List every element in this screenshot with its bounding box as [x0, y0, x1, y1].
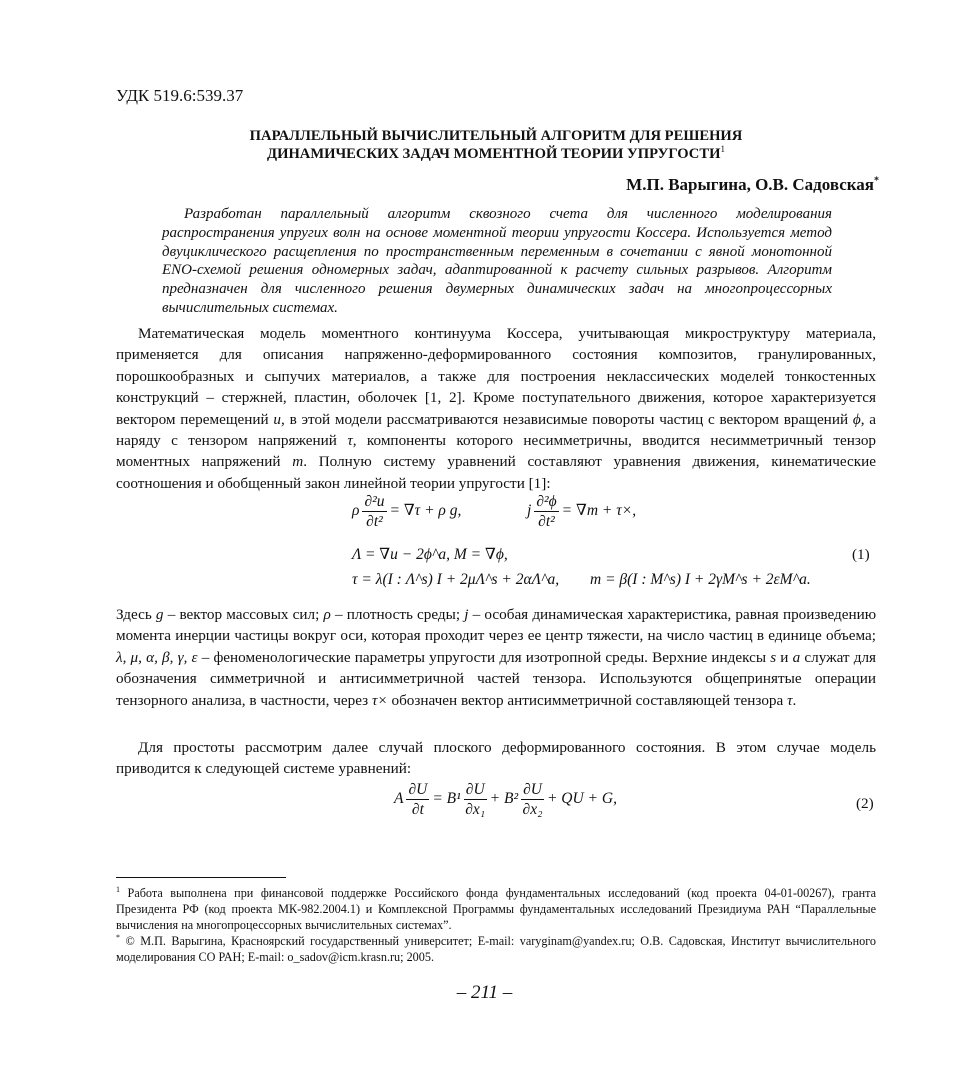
title-line-2: ДИНАМИЧЕСКИХ ЗАДАЧ МОМЕНТНОЙ ТЕОРИИ УПРУГОСТИ: [267, 146, 721, 162]
p2-text-5: – феноменологические параметры упругости для изотропной среды. Верхние индексы: [201, 648, 767, 666]
footnote-1-text: Работа выполнена при финансовой поддержке Российского фонда фундаментальных исследований (код проекта 04-01-00267), гранта Президента РФ (код проекта МК-982.2004.1) и Комплексной Программы фундаментальных исследований Президиума РАН “Параллельные вычисления на многопроцессорных вычислительных системах”.: [116, 886, 877, 932]
footnote-2: [116, 933, 876, 965]
equation-1-line-3a: τ = λ(I : Λ^s) I + 2μΛ^s + 2αΛ^a,: [352, 571, 560, 588]
p2-text-1: Здесь: [116, 606, 152, 623]
p1-text-2: , в этой модели рассматриваются независимые повороты частиц с вектором вращений: [281, 410, 849, 428]
eq2-frac-x2-num: ∂U: [523, 781, 542, 798]
eq2-frac-x1-num: ∂U: [465, 781, 485, 798]
p1-symbol-u: u: [273, 410, 282, 428]
eq2-B2: + B²: [489, 790, 519, 808]
footnote-1-mark: 1: [116, 884, 120, 894]
footnote-divider: [116, 877, 286, 878]
p1-text-1: Математическая модель моментного континуума Коссера, учитывающая микроструктуру материала, применяется для описания напряженно-деформированного состояния композитов, гранулированных, порошкообразных и сыпучих материалов, а также для построения неклассических моделей тонкостенных конструкций – стержней, пластин, оболочек [1, 2]. Кроме поступательного движения, которое характеризуется вектором перемещений: [116, 325, 876, 428]
eq1-frac-phi-num: ∂²ϕ: [536, 493, 557, 510]
p1-symbol-phi: ϕ: [852, 410, 861, 428]
eq2-A: A: [394, 790, 404, 808]
page-number: – 211 –: [456, 982, 513, 1003]
p1-symbol-m: m: [292, 453, 304, 471]
p2-symbol-s: s: [770, 648, 777, 666]
paragraph-notation: [116, 604, 876, 711]
equation-2: [394, 780, 617, 819]
p1-text-3: , а наряду с тензором напряжений: [116, 410, 876, 450]
eq2-frac-x1: [464, 780, 487, 819]
eq1-rhs-2: = ∇m + τ×,: [561, 502, 637, 520]
eq2-frac-t: [406, 780, 429, 819]
p1-text-5: . Полную систему уравнений составляют уравнения движения, кинематические соотношения и обобщенный закон линейной теории упругости [1]:: [116, 453, 877, 492]
eq1-frac-phi: [534, 492, 558, 531]
equation-1-line-1b: [527, 492, 636, 531]
equation-1-line-1: [352, 492, 461, 531]
equation-1-number: (1): [852, 546, 870, 563]
eq1-frac-u-num: ∂²u: [364, 493, 385, 510]
eq2-frac-t-den: ∂t: [411, 801, 424, 818]
equation-1-line-3b: m = β(I : M^s) I + 2γM^s + 2εM^a.: [590, 571, 811, 588]
p2-symbol-a: a: [792, 648, 801, 666]
udc-code: УДК 519.6:539.37: [116, 86, 244, 105]
p2-text-2: – вектор массовых сил;: [167, 606, 320, 623]
p2-symbol-tau-cross: τ×: [371, 691, 388, 709]
p2-symbol-params: λ, μ, α, β, γ, ε: [116, 648, 198, 666]
eq1-rho: ρ: [352, 502, 360, 520]
eq2-frac-t-num: ∂U: [408, 781, 428, 798]
eq2-frac-x1-den: ∂x₁: [465, 801, 486, 818]
p2-symbol-j: j: [464, 606, 469, 623]
p2-text-3: – плотность среды;: [334, 606, 461, 623]
p2-symbol-rho: ρ: [323, 606, 331, 623]
paragraph-intro: [116, 323, 876, 494]
paper-title: [116, 127, 876, 163]
eq2-B1: = B¹: [432, 790, 461, 808]
p2-text-7: служат для обозначения симметричной и антисимметричной частей тензора. Используются общепринятые операции тензорного анализа, в частности, через: [116, 648, 877, 709]
p2-text-9: .: [792, 691, 797, 709]
equation-2-number: (2): [856, 795, 874, 812]
p2-text-6: и: [780, 648, 789, 666]
title-footnote-mark: 1: [720, 144, 725, 155]
footnote-2-text: © М.П. Варыгина, Красноярский государственный университет; E-mail: varyginam@yandex.ru; О.В. Садовская, Институт вычислительного моделирования СО РАН; E-mail: o_sadov@icm.krasn.ru; 2005.: [116, 934, 876, 964]
eq1-frac-u: [362, 492, 386, 531]
p2-symbol-tau: τ: [787, 691, 793, 709]
p2-text-8: обозначен вектор антисимметричной составляющей тензора: [391, 691, 784, 709]
title-line-1: ПАРАЛЛЕЛЬНЫЙ ВЫЧИСЛИТЕЛЬНЫЙ АЛГОРИТМ ДЛЯ РЕШЕНИЯ: [249, 128, 743, 144]
eq1-rhs-1: = ∇τ + ρ g,: [389, 502, 462, 520]
footnote-1: [116, 885, 876, 933]
footnote-2-mark: *: [116, 932, 120, 942]
eq1-frac-u-den: ∂t²: [366, 513, 383, 530]
p1-symbol-tau: τ: [347, 432, 353, 450]
eq2-tail: + QU + G,: [546, 790, 617, 808]
eq1-j: j: [527, 502, 532, 520]
eq2-frac-x2-den: ∂x₂: [522, 801, 543, 818]
p3-text: Для простоты рассмотрим далее случай плоского деформированного состояния. В этом случае модель приводится к следующей системе уравнений:: [116, 739, 876, 778]
p2-symbol-g: g: [155, 606, 164, 623]
footnotes: [116, 885, 876, 965]
eq1-frac-phi-den: ∂t²: [538, 513, 555, 530]
equation-1-line-2: Λ = ∇u − 2ϕ^a, M = ∇ϕ,: [352, 546, 508, 563]
author-footnote-mark: *: [874, 175, 879, 187]
paragraph-plane-case: [116, 737, 876, 780]
abstract-text: Разработан параллельный алгоритм сквозного счета для численного моделирования распространения упругих волн на основе моментной теории упругости Коссера. Используется метод двуциклического расщепления по пространственным переменным в сочетании с явной монотонной ENO-схемой решения одномерных задач, адаптированной к расчету сильных разрывов. Алгоритм предназначен для численного решения двумерных динамических задач на многопроцессорных вычислительных системах.: [162, 206, 832, 316]
authors: [626, 175, 879, 195]
abstract: [162, 205, 832, 318]
author-names: М.П. Варыгина, О.В. Садовская: [626, 175, 874, 194]
eq2-frac-x2: [521, 780, 544, 819]
p1-text-4: , компоненты которого несимметричны, вводится несимметричный тензор моментных напряжений: [116, 432, 877, 471]
p2-text-4: – особая динамическая характеристика, равная произведению момента инерции частицы вокруг оси, которая проходит через ее центр тяжести, на число частиц в единице объема;: [116, 606, 877, 645]
